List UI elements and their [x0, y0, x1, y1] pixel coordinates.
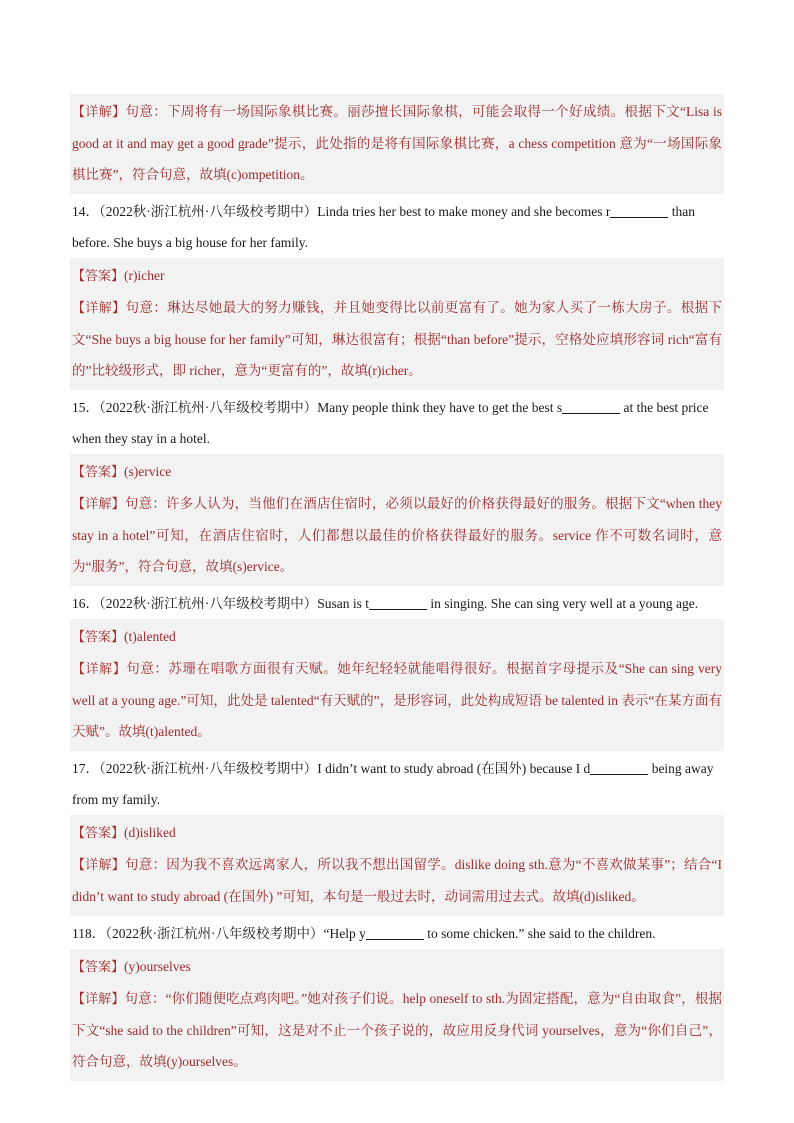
- explain-label: 【详解】: [72, 662, 127, 677]
- q18-answer-text: (y)ourselves: [124, 959, 191, 974]
- q15-explanation-text: 句意：许多人认为，当他们在酒店住宿时，必须以最好的价格获得最好的服务。根据下文“when they stay in a hotel”可知，在酒店住宿时，人们都想以最佳的价格获得最好的服务。service 作不可数名词时，意为“服务”，符合句意，故填(s)ervice。: [72, 496, 722, 574]
- q15-number: 15．: [72, 400, 99, 415]
- q14-source: （2022秋·浙江杭州·八年级校考期中）: [99, 204, 318, 219]
- q14-answer: [72, 260, 722, 292]
- q16-blank: [369, 595, 427, 610]
- q18-source: （2022秋·浙江杭州·八年级校考期中）: [105, 926, 324, 941]
- q17-text-after: being away from my family.: [72, 761, 714, 807]
- q17-answer: [72, 817, 722, 849]
- q16-explanation: [72, 653, 722, 747]
- q18-answer: [72, 951, 722, 983]
- q18-explanation-text: 句意：“你们随便吃点鸡肉吧。”她对孩子们说。help oneself to sth.为固定搭配，意为“自由取食”，根据下文“she said to the children”可知，这是对不止一个孩子说的，故应用反身代词 yourselves，意为“你们自己”，符合句意，故填(y)ourselves。: [72, 991, 722, 1069]
- document-content: [70, 94, 724, 1081]
- q18-text-before: “Help y: [323, 926, 366, 941]
- q13-explanation-text: 句意：下周将有一场国际象棋比赛。丽莎擅长国际象棋，可能会取得一个好成绩。根据下文“Lisa is good at it and may get a good grade”提示，此处指的是将有国际象棋比赛，a chess competition 意为“一场国际象棋比赛”，符合句意，故填(c)ompetition。: [72, 104, 722, 182]
- q18-question: [70, 916, 724, 949]
- q18-blank: [366, 925, 424, 940]
- q14-number: 14．: [72, 204, 99, 219]
- q16-text-after: in singing. She can sing very well at a young age.: [427, 596, 699, 611]
- q14-question: [70, 194, 724, 258]
- q17-question: [70, 751, 724, 815]
- answer-label: 【答案】: [72, 960, 125, 975]
- q16-question: [70, 586, 724, 619]
- q15-answer-block: [70, 454, 724, 586]
- explain-label: 【详解】: [72, 858, 125, 873]
- answer-label: 【答案】: [72, 630, 125, 645]
- q15-question: [70, 390, 724, 454]
- q18-explanation: [72, 983, 722, 1077]
- answer-label: 【答案】: [72, 826, 125, 841]
- q15-source: （2022秋·浙江杭州·八年级校考期中）: [99, 400, 318, 415]
- q14-explanation-text: 句意：琳达尽她最大的努力赚钱，并且她变得比以前更富有了。她为家人买了一栋大房子。根据下文“She buys a big house for her family”可知，琳达很富有；根据“than before”提示，空格处应填形容词 rich“富有的”比较级形式，即 richer，意为“更富有的”，故填(r)icher。: [72, 300, 722, 378]
- q13-explanation-block: [70, 94, 724, 194]
- q14-text-before: Linda tries her best to make money and she becomes r: [317, 204, 611, 219]
- q15-text-after: at the best price when they stay in a hotel.: [72, 400, 709, 446]
- q16-answer-block: [70, 619, 724, 751]
- q17-answer-block: [70, 815, 724, 916]
- q16-explanation-text: 句意：苏珊在唱歌方面很有天赋。她年纪轻轻就能唱得很好。根据首字母提示及“She can sing very well at a young age.”可知，此处是 talented“有天赋的”，是形容词，此处构成短语 be talented in 表示“在某方面有天赋”。故填(t)alented。: [72, 661, 722, 739]
- q14-answer-text: (r)icher: [124, 268, 165, 283]
- q15-answer-text: (s)ervice: [124, 464, 172, 479]
- q18-number: 118．: [72, 926, 106, 941]
- q15-explanation: [72, 488, 722, 582]
- explain-label: 【详解】: [72, 497, 125, 512]
- q18-text-after: to some chicken.” she said to the children.: [423, 926, 656, 941]
- q13-explanation: [72, 96, 722, 190]
- q16-text-before: Susan is t: [317, 596, 370, 611]
- explain-label: 【详解】: [72, 301, 126, 316]
- explain-label: 【详解】: [72, 992, 125, 1007]
- q17-source: （2022秋·浙江杭州·八年级校考期中）: [99, 761, 318, 776]
- q17-explanation-text: 句意：因为我不喜欢远离家人，所以我不想出国留学。dislike doing sth.意为“不喜欢做某事”；结合“I didn’t want to study abroad (在国外) ”可知，本句是一般过去时，动词需用过去式。故填(d)isliked。: [72, 857, 722, 904]
- q15-answer: [72, 456, 722, 488]
- q14-text-after: than before. She buys a big house for her family.: [72, 204, 696, 250]
- q16-answer: [72, 621, 722, 653]
- q14-blank: [610, 203, 668, 218]
- q14-explanation: [72, 292, 722, 386]
- q17-blank: [590, 760, 648, 775]
- q16-answer-text: (t)alented: [124, 629, 176, 644]
- q17-text-before: I didn’t want to study abroad (在国外) because I d: [317, 761, 591, 776]
- q15-blank: [562, 399, 620, 414]
- q16-number: 16．: [72, 596, 99, 611]
- q17-answer-text: (d)isliked: [124, 825, 176, 840]
- q18-answer-block: [70, 949, 724, 1081]
- q17-number: 17．: [72, 761, 99, 776]
- answer-label: 【答案】: [72, 465, 125, 480]
- q14-answer-block: [70, 258, 724, 390]
- answer-label: 【答案】: [72, 269, 125, 284]
- explain-label: 【详解】: [72, 105, 126, 120]
- q16-source: （2022秋·浙江杭州·八年级校考期中）: [99, 596, 318, 611]
- q15-text-before: Many people think they have to get the best s: [317, 400, 563, 415]
- q17-explanation: [72, 849, 722, 912]
